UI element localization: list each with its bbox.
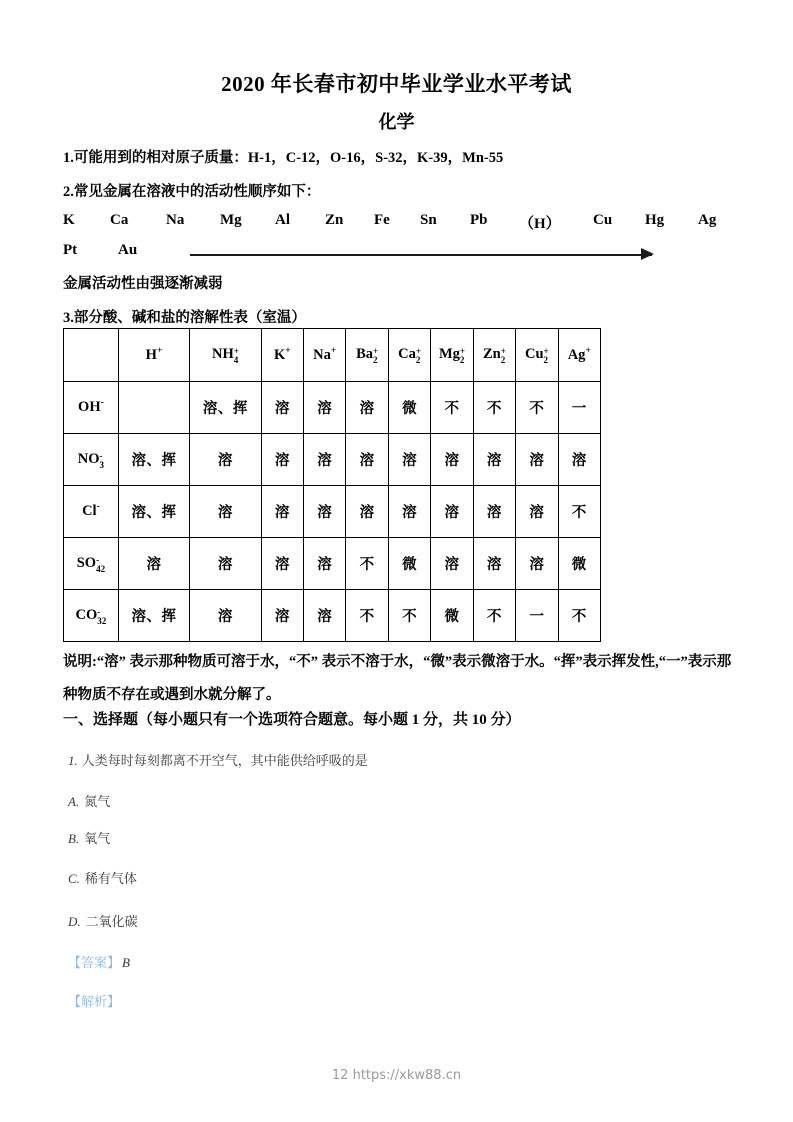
metal-symbol-fe: Fe	[374, 212, 390, 228]
metal-symbol-cu: Cu	[593, 212, 613, 228]
option-text-c: 稀有气体	[84, 871, 137, 886]
table-cell: 溶	[261, 538, 303, 590]
table-cell: 溶	[304, 538, 346, 590]
table-cell: 溶	[516, 486, 558, 538]
metal-symbol-zn: Zn	[325, 212, 344, 228]
column-header-h: H+	[118, 329, 189, 382]
table-row	[64, 434, 601, 486]
metal-symbol-au: Au	[118, 242, 138, 258]
page-subtitle: 化学	[378, 112, 415, 132]
table-cell: 溶	[431, 486, 473, 538]
table-row	[64, 486, 601, 538]
table-cell: 不	[473, 382, 515, 434]
option-text-b: 氧气	[84, 831, 111, 846]
table-cell: 溶	[346, 382, 388, 434]
section-heading-choice: 一、选择题（每小题只有一个选项符合题意。每小题 1 分，共 10 分）	[63, 712, 521, 728]
metal-symbol-pb: Pb	[470, 212, 488, 228]
table-cell: 溶	[346, 486, 388, 538]
table-cell: 溶、挥	[118, 590, 189, 642]
table-cell: 溶	[190, 434, 261, 486]
footer-watermark: 12 https://xkw88.cn	[331, 1068, 462, 1083]
table-cell: 不	[516, 382, 558, 434]
answer-line	[68, 952, 130, 971]
table-cell: 溶	[261, 434, 303, 486]
table-cell: 溶	[304, 434, 346, 486]
table-cell: 不	[558, 590, 600, 642]
solubility-table-head	[64, 329, 601, 382]
column-header-na: Na+	[304, 329, 346, 382]
table-cell: 溶	[388, 486, 430, 538]
column-header-nh4: NH + 4	[190, 329, 261, 382]
table-corner-cell	[64, 329, 119, 382]
row-header-oh: OH-	[64, 382, 119, 434]
column-header-ca2: Ca + 2	[388, 329, 430, 382]
question-1-option-a[interactable]	[68, 791, 110, 810]
answer-value: B	[122, 955, 130, 970]
table-cell: 溶	[473, 486, 515, 538]
table-cell: 溶	[304, 486, 346, 538]
table-cell: 不	[558, 486, 600, 538]
solubility-table-body	[64, 382, 601, 642]
table-cell: 一	[558, 382, 600, 434]
row-header-co32: CO - 32	[64, 590, 119, 642]
table-cell: 溶	[346, 434, 388, 486]
table-cell: 溶	[261, 590, 303, 642]
analysis-line	[68, 991, 120, 1010]
metal-symbol-na: Na	[166, 212, 185, 228]
option-letter-d: D.	[68, 914, 81, 929]
option-letter-a: A.	[68, 794, 80, 809]
column-header-mg2: Mg + 2	[431, 329, 473, 382]
table-cell: 溶	[304, 382, 346, 434]
table-cell: 溶	[516, 538, 558, 590]
table-row	[64, 538, 601, 590]
table-cell	[118, 382, 189, 434]
option-letter-c: C.	[68, 871, 80, 886]
activity-series-caption: 金属活动性由强逐渐减弱	[63, 276, 223, 292]
column-header-k: K+	[261, 329, 303, 382]
table-cell: 微	[388, 382, 430, 434]
metal-symbol-h: （H）	[519, 216, 561, 232]
question-number: 1.	[68, 753, 78, 768]
metal-symbol-mg: Mg	[220, 212, 242, 228]
question-text: 人类每时每刻都离不开空气，其中能供给呼吸的是	[81, 753, 368, 768]
table-cell: 不	[388, 590, 430, 642]
right-arrow-icon	[641, 248, 654, 260]
table-cell: 不	[431, 382, 473, 434]
activity-arrow-line	[190, 254, 652, 256]
table-cell: 溶	[190, 538, 261, 590]
table-cell: 溶、挥	[118, 486, 189, 538]
table-cell: 微	[431, 590, 473, 642]
column-header-ba2: Ba + 2	[346, 329, 388, 382]
option-letter-b: B.	[68, 831, 80, 846]
table-cell: 溶、挥	[118, 434, 189, 486]
table-row	[64, 590, 601, 642]
table-cell: 溶	[304, 590, 346, 642]
page-title: 2020 年长春市初中毕业学业水平考试	[221, 72, 572, 96]
metal-symbol-al: Al	[275, 212, 290, 228]
relative-atomic-mass-line: 1.可能用到的相对原子质量：H-1，C-12，O-16，S-32，K-39，Mn-55	[63, 150, 504, 166]
question-1-option-c[interactable]	[68, 868, 137, 887]
analysis-label: 【解析】	[68, 994, 121, 1009]
table-cell: 微	[558, 538, 600, 590]
table-cell: 溶	[473, 434, 515, 486]
metal-activity-row-1	[63, 212, 743, 238]
question-1-stem	[68, 750, 368, 769]
solubility-note: 说明:“溶” 表示那种物质可溶于水，“不” 表示不溶于水，“微”表示微溶于水。“挥”表示挥发性,“一”表示那种物质不存在或遇到水就分解了。	[63, 654, 732, 703]
question-1-option-d[interactable]	[68, 911, 138, 930]
table-cell: 溶	[516, 434, 558, 486]
metal-activity-row-2	[63, 242, 743, 268]
solubility-table	[63, 328, 601, 642]
column-header-cu2: Cu + 2	[516, 329, 558, 382]
metal-symbol-ca: Ca	[110, 212, 129, 228]
table-row	[64, 382, 601, 434]
metal-symbol-k: K	[63, 212, 75, 228]
table-cell: 溶	[558, 434, 600, 486]
table-cell: 溶	[431, 538, 473, 590]
metal-symbol-hg: Hg	[645, 212, 665, 228]
table-cell: 溶	[190, 590, 261, 642]
table-cell: 不	[473, 590, 515, 642]
table-cell: 溶	[261, 382, 303, 434]
question-1-option-b[interactable]	[68, 828, 110, 847]
row-header-so42: SO - 42	[64, 538, 119, 590]
table-cell: 溶	[388, 434, 430, 486]
row-header-no3: NO - 3	[64, 434, 119, 486]
table-cell: 一	[516, 590, 558, 642]
column-header-zn2: Zn + 2	[473, 329, 515, 382]
table-cell: 溶	[190, 486, 261, 538]
table-cell: 溶	[473, 538, 515, 590]
answer-label: 【答案】	[68, 955, 121, 970]
row-header-cl: Cl-	[64, 486, 119, 538]
table-header-row	[64, 329, 601, 382]
table-cell: 溶	[118, 538, 189, 590]
solubility-table-title: 3.部分酸、碱和盐的溶解性表（室温）	[63, 310, 306, 326]
table-cell: 不	[346, 538, 388, 590]
column-header-ag: Ag+	[558, 329, 600, 382]
table-cell: 溶	[261, 486, 303, 538]
activity-series-intro-line: 2.常见金属在溶液中的活动性顺序如下：	[63, 184, 321, 200]
metal-symbol-sn: Sn	[420, 212, 437, 228]
table-cell: 不	[346, 590, 388, 642]
table-cell: 溶、挥	[190, 382, 261, 434]
metal-symbol-ag: Ag	[698, 212, 717, 228]
option-text-d: 二氧化碳	[85, 914, 138, 929]
table-cell: 溶	[431, 434, 473, 486]
option-text-a: 氮气	[84, 794, 111, 809]
table-cell: 微	[388, 538, 430, 590]
metal-symbol-pt: Pt	[63, 242, 78, 258]
